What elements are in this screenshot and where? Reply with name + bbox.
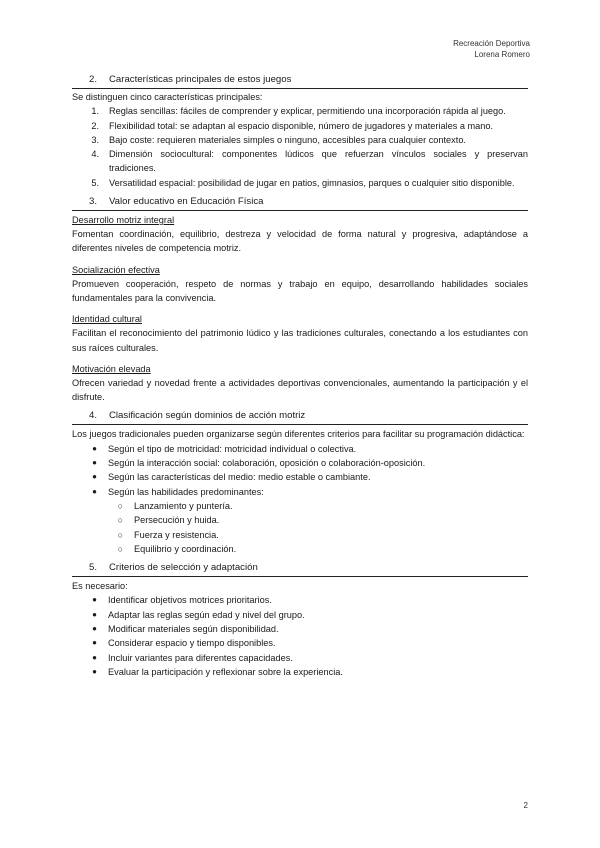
subheading: Motivación elevada (72, 363, 151, 374)
paragraph: Facilitan el reconocimiento del patrimonio lúdico y las tradiciones culturales, conectando a los estudiantes con sus raíces culturales. (72, 328, 528, 353)
subheading: Socialización efectiva (72, 264, 160, 275)
list-item: ● Según el tipo de motricidad: motricidad individual o colectiva. (92, 443, 357, 454)
section-classification (72, 410, 528, 556)
list-item: ● Según las habilidades predominantes: (92, 486, 264, 497)
section-intro: Los juegos tradicionales pueden organizarse según diferentes criterios para facilitar su programación didáctica: (72, 429, 525, 440)
section-title: Características principales de estos juegos (109, 74, 292, 85)
header-course: Recreación Deportiva (453, 39, 530, 48)
header-author: Lorena Romero (474, 50, 530, 59)
subheading: Desarrollo motriz integral (72, 215, 175, 226)
section-number: 5. (89, 562, 98, 574)
section-number: 4. (89, 410, 98, 422)
paragraph: Promueven cooperación, respeto de normas y trabajo en equipo, desarrollando habilidades sociales fundamentales para la convivencia. (72, 278, 528, 303)
list-item: ● Modificar materiales según disponibilidad. (92, 624, 279, 635)
section-number: 2. (89, 74, 98, 85)
section-intro: Es necesario: (72, 581, 128, 592)
section-heading (72, 562, 528, 577)
numbered-list (72, 104, 528, 190)
bullet-list (72, 593, 528, 679)
list-item: 5. Versatilidad espacial: posibilidad de jugar en patios, gimnasios, parques o cualquier sitio disponible. (91, 177, 515, 188)
running-header (453, 38, 530, 60)
sub-bullet-list (72, 499, 528, 556)
list-item: ○ Equilibrio y coordinación. (117, 543, 237, 554)
list-item: ● Evaluar la participación y reflexionar sobre la experiencia. (92, 666, 343, 677)
list-item: 1. Reglas sencillas: fáciles de comprender y explicar, permitiendo una incorporación rápida al juego. (91, 106, 506, 117)
paragraph: Ofrecen variedad y novedad frente a actividades deportivas convencionales, aumentando la participación y el disfrute. (72, 377, 528, 403)
section-title: Clasificación según dominios de acción motriz (109, 410, 306, 422)
page-content (72, 72, 528, 679)
list-item: ● Incluir variantes para diferentes capacidades. (92, 652, 293, 663)
list-item: 2. Flexibilidad total: se adaptan al espacio disponible, número de jugadores y materiales a mano. (91, 120, 494, 131)
section-educational-value (72, 196, 528, 404)
list-item: ● Identificar objetivos motrices prioritarios. (92, 595, 272, 606)
section-title: Criterios de selección y adaptación (109, 562, 258, 574)
section-characteristics (72, 74, 528, 190)
section-intro: Se distinguen cinco características principales: (72, 92, 263, 102)
list-item: ○ Persecución y huida. (117, 515, 220, 526)
section-title: Valor educativo en Educación Física (109, 196, 264, 208)
list-item: ○ Fuerza y resistencia. (117, 529, 219, 540)
section-selection-criteria (72, 562, 528, 679)
paragraph: Fomentan coordinación, equilibrio, destreza y velocidad de forma natural y progresiva, adaptándose a diferentes niveles de competencia motriz. (72, 229, 528, 254)
section-heading (72, 196, 528, 211)
list-item: ● Adaptar las reglas según edad y nivel del grupo. (92, 609, 305, 620)
list-item: ● Según la interacción social: colaboración, oposición o colaboración-oposición. (92, 458, 426, 469)
list-item: ○ Lanzamiento y puntería. (117, 500, 233, 511)
subheading: Identidad cultural (72, 314, 142, 325)
section-heading (72, 74, 528, 89)
section-heading (72, 410, 528, 425)
list-item: ● Según las características del medio: medio estable o cambiante. (92, 472, 371, 483)
list-item: 3. Bajo coste: requieren materiales simples o ninguno, accesibles para cualquier contexto. (91, 134, 466, 145)
section-number: 3. (89, 196, 98, 208)
page-number: 2 (523, 801, 528, 810)
list-item: 4. Dimensión sociocultural: componentes lúdicos que refuerzan vínculos sociales y preservan tradiciones. (91, 149, 528, 174)
bullet-list (72, 442, 528, 499)
list-item: ● Considerar espacio y tiempo disponibles. (92, 638, 276, 649)
